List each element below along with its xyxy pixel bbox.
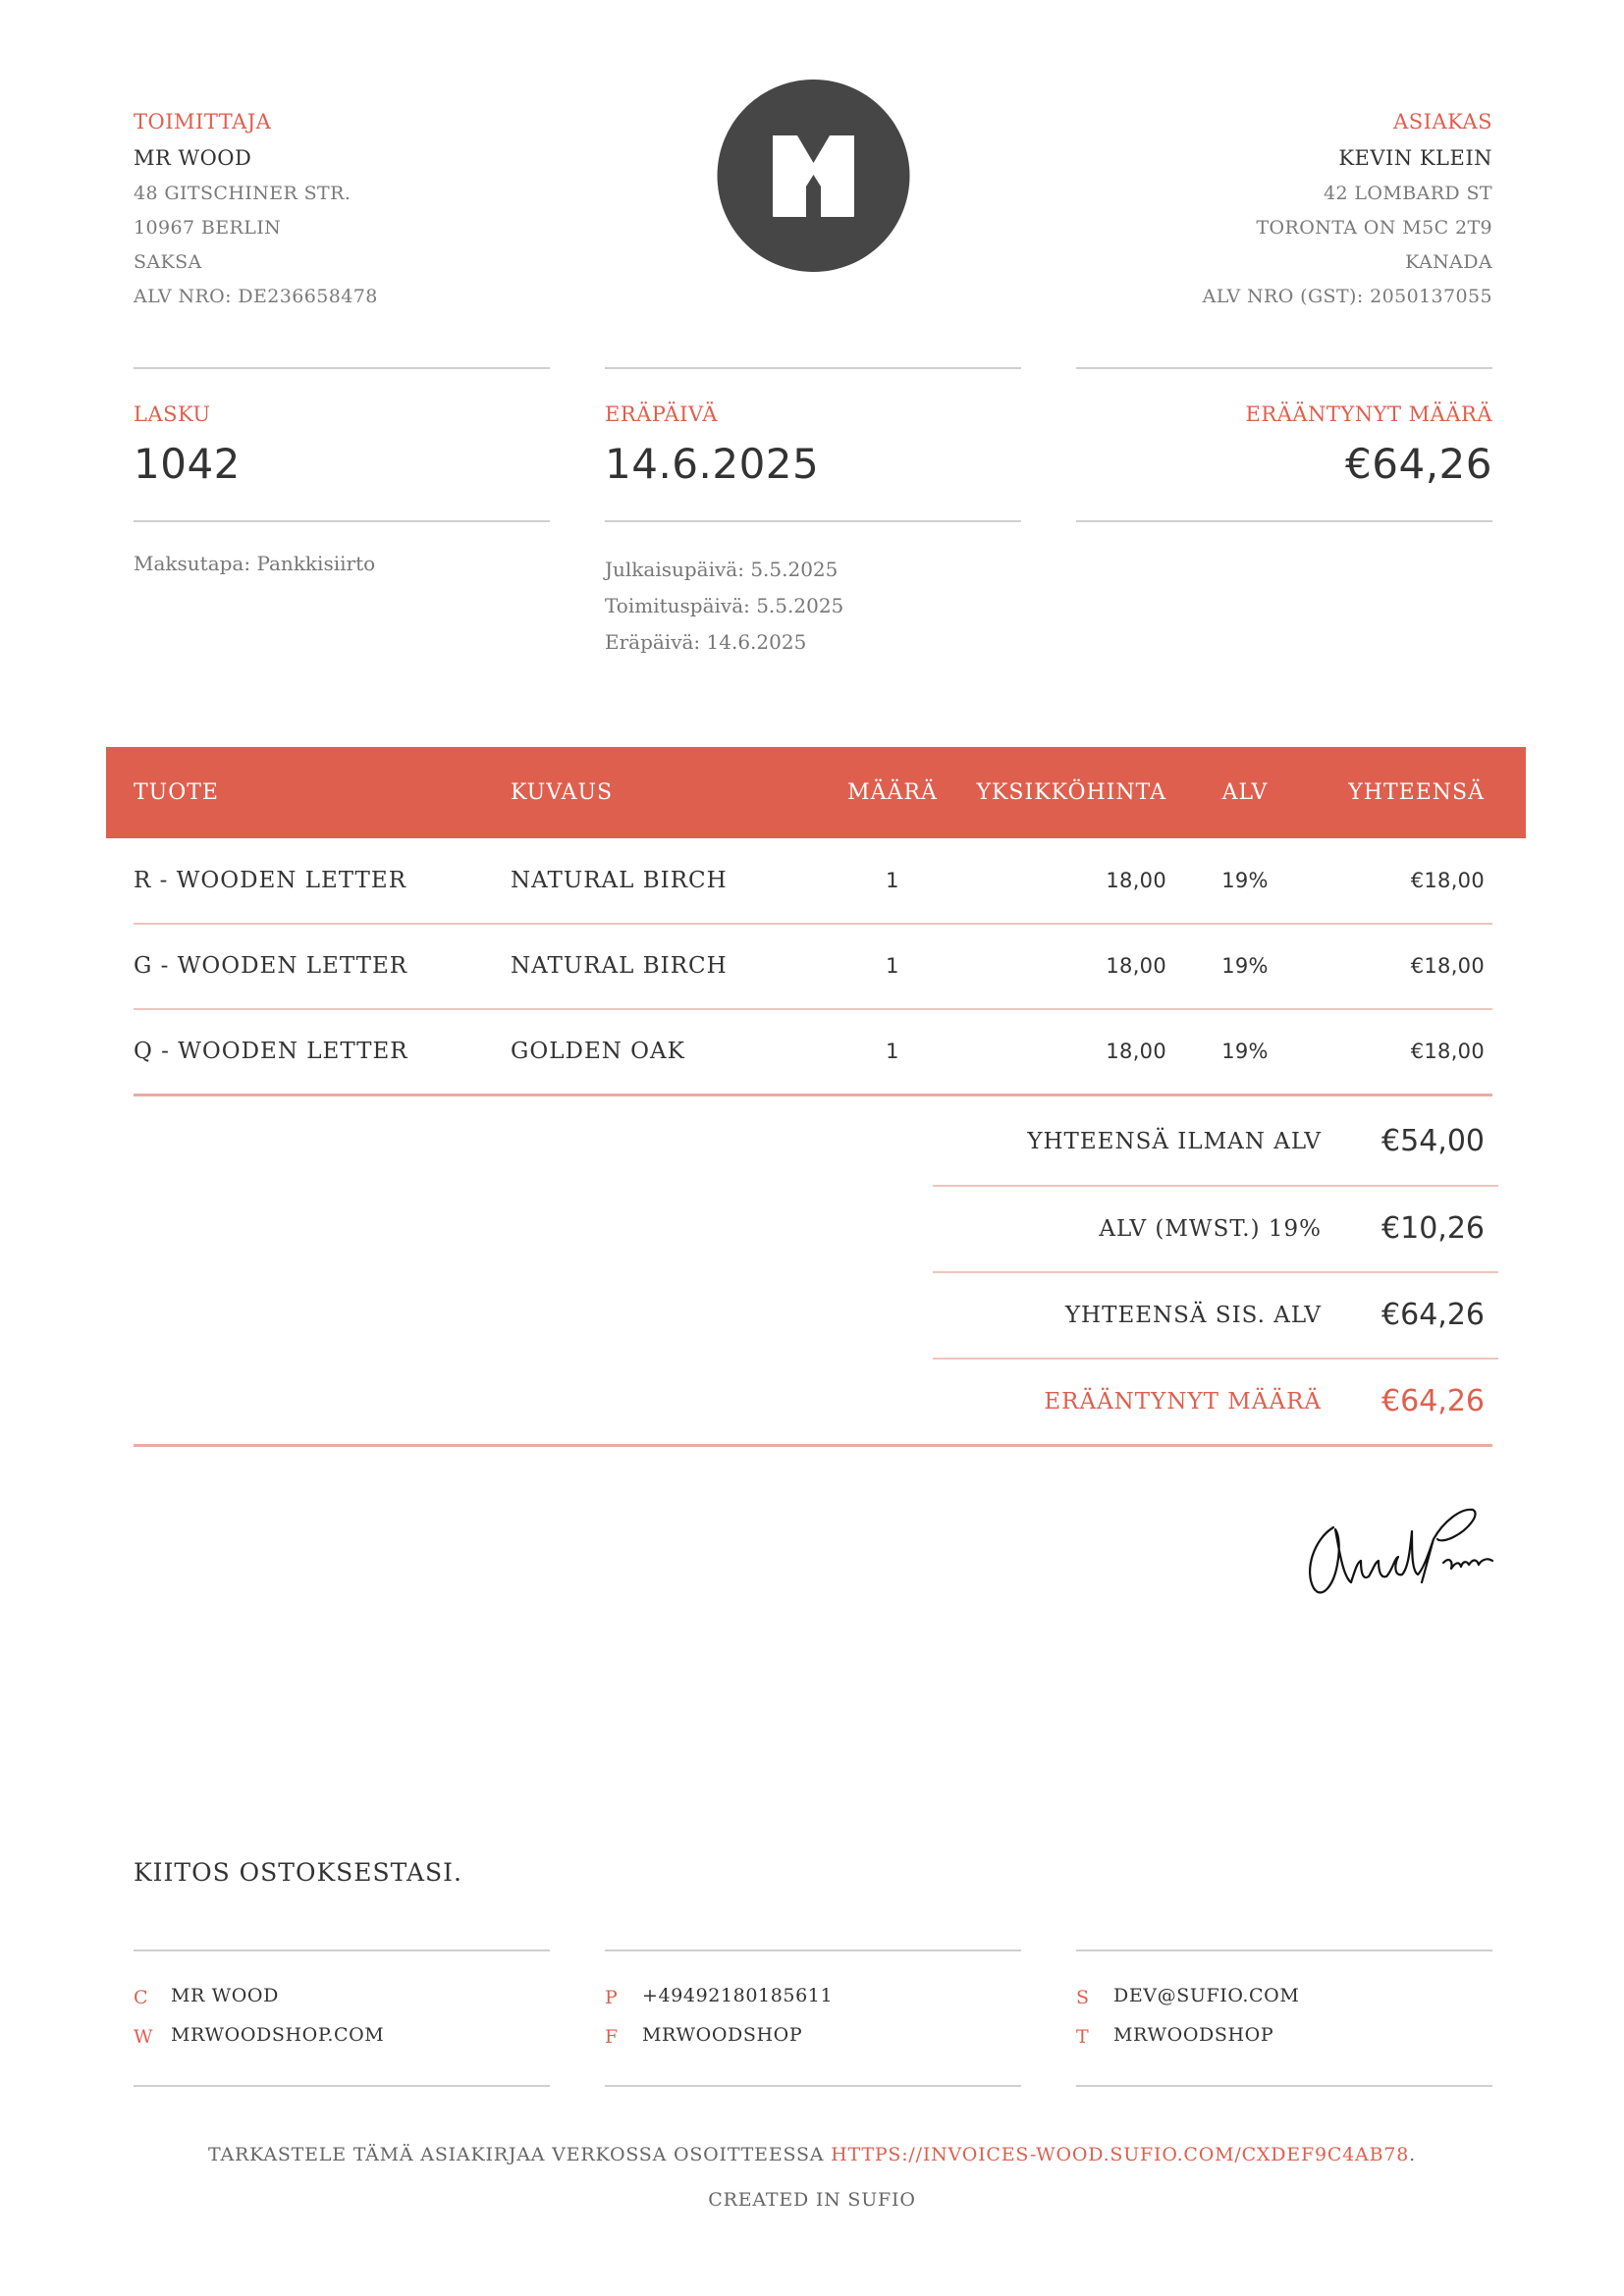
customer-name: KEVIN KLEIN [1338, 146, 1492, 170]
vat-value: €10,26 [1381, 1211, 1485, 1246]
row-unit-price: 18,00 [1106, 954, 1166, 978]
row-product: Q - WOODEN LETTER [134, 1039, 408, 1064]
subtotal-value: €54,00 [1381, 1124, 1485, 1158]
supplier-country: SAKSA [134, 251, 202, 273]
row-quantity: 1 [886, 954, 899, 978]
customer-heading: ASIAKAS [1393, 110, 1492, 133]
column-header-description: KUVAUS [511, 780, 614, 805]
divider [1076, 2085, 1492, 2087]
view-online-text: TARKASTELE TÄMÄ ASIAKIRJAA VERKOSSA OSOITTEESSA [208, 2144, 832, 2165]
website-key: W [134, 2026, 153, 2048]
row-total: €18,00 [1410, 869, 1485, 892]
row-vat: 19% [1221, 1040, 1269, 1063]
total-label: YHTEENSÄ SIS. ALV [1064, 1303, 1322, 1328]
facebook-link[interactable]: MRWOODSHOP [642, 2024, 803, 2046]
total-value: €64,26 [1381, 1298, 1485, 1332]
divider [134, 520, 550, 522]
website-link[interactable]: MRWOODSHOP.COM [171, 2024, 385, 2046]
vat-label: ALV (MWST.) 19% [1099, 1216, 1322, 1242]
row-product: R - WOODEN LETTER [134, 868, 407, 893]
view-online-period: . [1409, 2144, 1416, 2165]
subtotal-row [933, 1098, 1498, 1185]
due-value: €64,26 [1381, 1384, 1485, 1418]
total-row [933, 1272, 1498, 1359]
twitter-link[interactable]: MRWOODSHOP [1113, 2024, 1274, 2046]
due-date: 14.6.2025 [605, 440, 820, 488]
row-quantity: 1 [886, 1040, 899, 1063]
supplier-address [134, 177, 378, 314]
row-total: €18,00 [1410, 954, 1485, 978]
email-key: S [1076, 1987, 1090, 2008]
table-bottom-rule [134, 1094, 1492, 1096]
row-unit-price: 18,00 [1106, 1040, 1166, 1063]
view-online-line [0, 2144, 1624, 2165]
supplier-vat: ALV NRO: DE236658478 [134, 286, 378, 307]
column-header-unit-price: YKSIKKÖHINTA [976, 780, 1166, 805]
row-unit-price: 18,00 [1106, 869, 1166, 892]
supplier-name: MR WOOD [134, 146, 252, 170]
totals-bottom-rule [134, 1444, 1492, 1447]
divider [1076, 1949, 1492, 1951]
due-date-line: Eräpäivä: 14.6.2025 [605, 630, 807, 654]
issue-date: Julkaisupäivä: 5.5.2025 [605, 558, 839, 581]
items-table-header [106, 747, 1526, 838]
delivery-date: Toimituspäivä: 5.5.2025 [605, 594, 844, 617]
divider [1076, 520, 1492, 522]
due-label: ERÄÄNTYNYT MÄÄRÄ [1044, 1389, 1322, 1415]
amount-due-label: ERÄÄNTYNYT MÄÄRÄ [1245, 402, 1492, 426]
row-product: G - WOODEN LETTER [134, 953, 408, 979]
column-header-product: TUOTE [134, 780, 219, 805]
column-header-vat: ALV [1221, 780, 1269, 805]
divider [605, 1949, 1021, 1951]
twitter-key: T [1076, 2026, 1089, 2048]
row-quantity: 1 [886, 869, 899, 892]
invoice-number: 1042 [134, 440, 241, 488]
email-link[interactable]: DEV@SUFIO.COM [1113, 1985, 1300, 2006]
divider [605, 2085, 1021, 2087]
row-description: GOLDEN OAK [511, 1039, 685, 1064]
divider [134, 367, 550, 369]
amount-due: €64,26 [1345, 440, 1492, 488]
facebook-key: F [605, 2026, 619, 2048]
table-row [134, 924, 1498, 1008]
mr-wood-logo-icon [717, 79, 910, 273]
invoice-number-label: LASKU [134, 402, 211, 426]
divider [134, 1949, 550, 1951]
company-key: C [134, 1987, 148, 2008]
invoice-dates [605, 552, 843, 661]
customer-city: TORONTA ON M5C 2T9 [1256, 217, 1492, 239]
phone-key: P [605, 1987, 618, 2008]
row-vat: 19% [1221, 954, 1269, 978]
column-header-quantity: MÄÄRÄ [847, 780, 938, 805]
invoice-url-link[interactable]: HTTPS://INVOICES-WOOD.SUFIO.COM/CXDEF9C4AB78 [831, 2144, 1410, 2165]
created-in-sufio: CREATED IN SUFIO [708, 2189, 916, 2211]
row-description: NATURAL BIRCH [511, 868, 728, 893]
company-value: MR WOOD [171, 1985, 279, 2006]
divider [605, 367, 1021, 369]
table-row [134, 1009, 1498, 1094]
thank-you-message: KIITOS OSTOKSESTASI. [134, 1858, 462, 1887]
customer-address [1203, 177, 1492, 314]
customer-street: 42 LOMBARD ST [1323, 183, 1492, 204]
due-row [933, 1359, 1498, 1445]
table-row [134, 838, 1498, 923]
signature [1296, 1492, 1502, 1610]
column-header-total: YHTEENSÄ [1348, 780, 1485, 805]
row-vat: 19% [1221, 869, 1269, 892]
supplier-street: 48 GITSCHINER STR. [134, 183, 352, 204]
row-description: NATURAL BIRCH [511, 953, 728, 979]
supplier-heading: TOIMITTAJA [134, 110, 272, 133]
subtotal-label: YHTEENSÄ ILMAN ALV [1027, 1129, 1322, 1154]
row-total: €18,00 [1410, 1040, 1485, 1063]
payment-method: Maksutapa: Pankkisiirto [134, 552, 376, 575]
divider [1076, 367, 1492, 369]
customer-country: KANADA [1405, 251, 1492, 273]
vat-row [933, 1186, 1498, 1272]
divider [605, 520, 1021, 522]
due-date-label: ERÄPÄIVÄ [605, 402, 718, 426]
phone-value[interactable]: +4949218018​5611 [642, 1985, 834, 2006]
customer-vat: ALV NRO (GST): 2050137055 [1202, 286, 1492, 307]
divider [134, 2085, 550, 2087]
supplier-city: 10967 BERLIN [134, 217, 282, 239]
